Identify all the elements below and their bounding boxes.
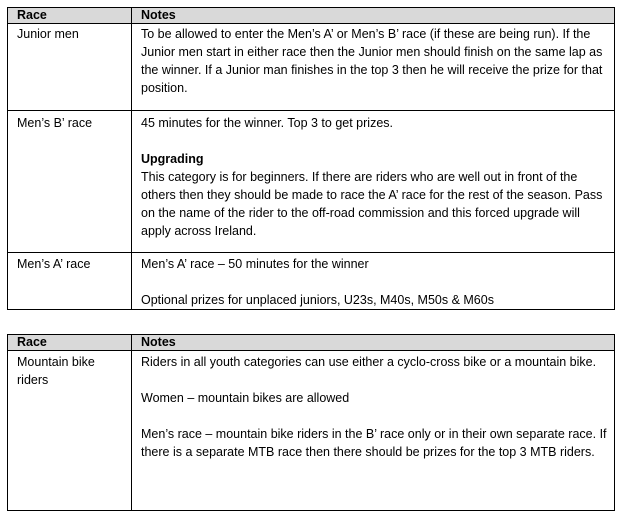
table-row (8, 24, 615, 111)
notes-paragraph: Men’s A’ race – 50 minutes for the winner (141, 257, 369, 271)
notes-paragraph: This category is for beginners. If there are riders who are well out in front of the others then they should be made to race the A’ race for the rest of the season. Pass on the name of the rider to the off-road commission and this forced upgrade will apply across Ireland. (141, 170, 603, 238)
notes-paragraph: Optional prizes for unplaced juniors, U23s, M40s, M50s & M60s (141, 293, 494, 307)
notes-paragraph: Riders in all youth categories can use either a cyclo-cross bike or a mountain bike. (141, 355, 597, 369)
table-header-row (8, 8, 615, 24)
table-header-row (8, 335, 615, 351)
race-cell: Men’s B’ race (8, 111, 132, 253)
notes-column-header: Notes (132, 335, 615, 351)
notes-paragraph: Men’s race – mountain bike riders in the B’ race only or in their own separate race. If there is a separate MTB race then there should be prizes for the top 3 MTB riders. (141, 427, 607, 459)
race-notes-table-mtb (7, 334, 615, 511)
notes-paragraph: To be allowed to enter the Men’s A’ or Men’s B’ race (if these are being run). If the Junior men start in either race then the Junior men should finish on the same lap as the winner. If a Junior man finishes in the top 3 then he will receive the prize for that position. (141, 27, 603, 95)
race-column-header: Race (8, 335, 132, 351)
notes-column-header: Notes (132, 8, 615, 24)
race-column-header: Race (8, 8, 132, 24)
race-cell: Men’s A’ race (8, 253, 132, 310)
notes-cell (132, 351, 615, 511)
notes-paragraph: Women – mountain bikes are allowed (141, 391, 350, 405)
notes-cell (132, 111, 615, 253)
table-row (8, 111, 615, 253)
notes-subheading: Upgrading (141, 152, 204, 166)
notes-cell (132, 24, 615, 111)
notes-cell (132, 253, 615, 310)
table-row (8, 253, 615, 310)
notes-paragraph: 45 minutes for the winner. Top 3 to get prizes. (141, 116, 393, 130)
race-notes-table-men (7, 7, 615, 310)
race-cell: Mountain bike riders (8, 351, 132, 511)
race-cell: Junior men (8, 24, 132, 111)
table-row (8, 351, 615, 511)
